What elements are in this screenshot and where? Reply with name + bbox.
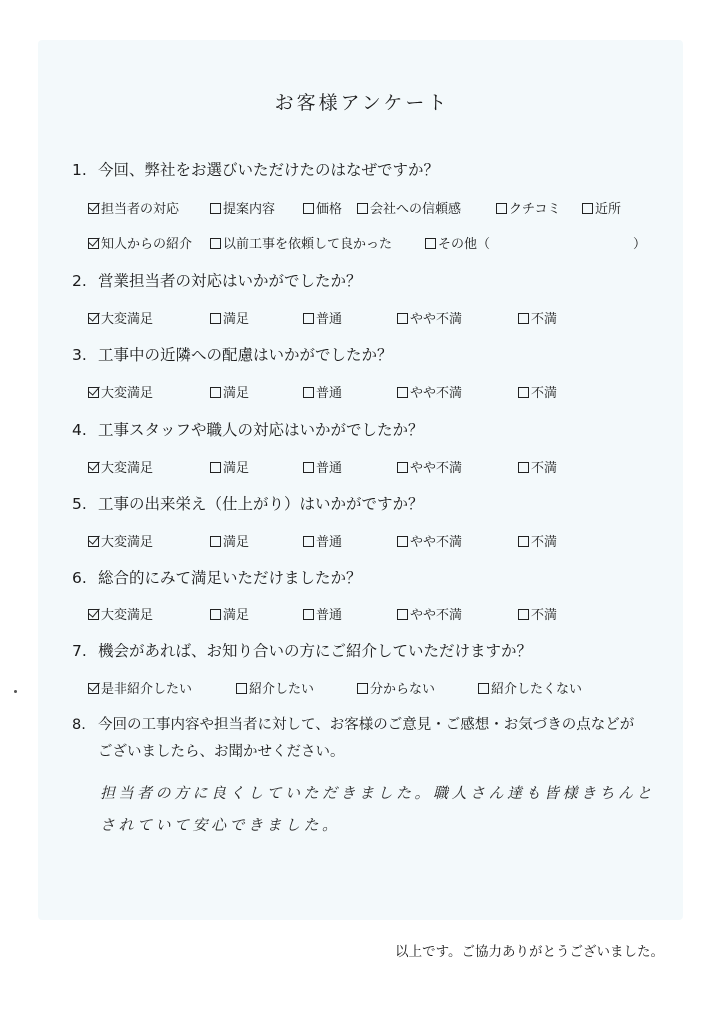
q4-option-1[interactable]: 大変満足 (88, 457, 153, 476)
q6-option-1[interactable]: 大変満足 (88, 604, 153, 623)
question-number: 7. (72, 642, 87, 660)
closing-message: 以上です。ご協力ありがとうございました。 (395, 944, 664, 960)
checkbox-checked[interactable] (88, 462, 99, 473)
question-3 (72, 343, 393, 365)
question-5 (72, 492, 424, 514)
checkbox[interactable] (303, 313, 314, 324)
q4-option-4[interactable]: やや不満 (397, 457, 462, 476)
page-title: お客様アンケート (274, 92, 450, 114)
question-8 (72, 713, 634, 734)
q2-option-5[interactable]: 不満 (518, 308, 557, 327)
checkbox[interactable] (303, 203, 314, 214)
checkbox[interactable] (303, 609, 314, 620)
checkbox[interactable] (518, 536, 529, 547)
q3-option-5[interactable]: 不満 (518, 382, 557, 401)
q5-option-5[interactable]: 不満 (518, 531, 557, 550)
checkbox[interactable] (210, 387, 221, 398)
checkbox[interactable] (210, 238, 221, 249)
question-text: 今回、弊社をお選びいただけたのはなぜですか？ (98, 161, 440, 179)
q1-option-7[interactable]: 知人からの紹介 (88, 233, 192, 252)
q6-option-4[interactable]: やや不満 (397, 604, 462, 623)
q3-option-4[interactable]: やや不満 (397, 382, 462, 401)
q2-option-1[interactable]: 大変満足 (88, 308, 153, 327)
q1-option-1[interactable]: 担当者の対応 (88, 198, 179, 217)
q5-option-2[interactable]: 満足 (210, 531, 249, 550)
checkbox[interactable] (210, 203, 221, 214)
checkbox[interactable] (397, 313, 408, 324)
q3-option-2[interactable]: 満足 (210, 382, 249, 401)
q2-option-4[interactable]: やや不満 (397, 308, 462, 327)
question-2 (72, 269, 362, 291)
checkbox-checked[interactable] (88, 313, 99, 324)
checkbox-checked[interactable] (88, 203, 99, 214)
checkbox[interactable] (397, 462, 408, 473)
question-8-line-2: ございましたら、お聞かせください。 (98, 744, 345, 760)
checkbox-checked[interactable] (88, 683, 99, 694)
q2-option-3[interactable]: 普通 (303, 308, 342, 327)
q3-option-3[interactable]: 普通 (303, 382, 342, 401)
question-text: 営業担当者の対応はいかがでしたか？ (98, 272, 362, 290)
other-close-paren: ） (633, 237, 647, 252)
checkbox[interactable] (425, 238, 436, 249)
checkbox[interactable] (303, 387, 314, 398)
question-6 (72, 566, 362, 588)
checkbox[interactable] (518, 462, 529, 473)
q7-option-4[interactable]: 紹介したくない (478, 678, 582, 697)
checkbox[interactable] (210, 313, 221, 324)
checkbox[interactable] (210, 536, 221, 547)
question-number: 2. (72, 272, 87, 290)
checkbox[interactable] (518, 387, 529, 398)
q4-option-5[interactable]: 不満 (518, 457, 557, 476)
scan-speck (14, 690, 17, 693)
checkbox-checked[interactable] (88, 238, 99, 249)
question-number: 5. (72, 495, 87, 513)
handwritten-comment-line-2: されていて安心できました。 (100, 816, 341, 834)
question-number: 8. (72, 717, 86, 733)
q4-option-2[interactable]: 満足 (210, 457, 249, 476)
checkbox-checked[interactable] (88, 387, 99, 398)
q6-option-5[interactable]: 不満 (518, 604, 557, 623)
question-text: 工事スタッフや職人の対応はいかがでしたか？ (98, 421, 424, 439)
q1-option-4[interactable]: 会社への信頼感 (357, 198, 461, 217)
q6-option-3[interactable]: 普通 (303, 604, 342, 623)
q3-option-1[interactable]: 大変満足 (88, 382, 153, 401)
question-text: 総合的にみて満足いただけましたか？ (98, 569, 362, 587)
checkbox[interactable] (303, 462, 314, 473)
question-text: 機会があれば、お知り合いの方にご紹介していただけますか？ (98, 642, 533, 660)
q1-option-3[interactable]: 価格 (303, 198, 342, 217)
checkbox[interactable] (518, 609, 529, 620)
checkbox[interactable] (496, 203, 507, 214)
checkbox[interactable] (303, 536, 314, 547)
q2-option-2[interactable]: 満足 (210, 308, 249, 327)
question-number: 1. (72, 161, 87, 179)
checkbox[interactable] (397, 387, 408, 398)
question-text: 今回の工事内容や担当者に対して、お客様のご意見・ご感想・お気づきの点などが (98, 717, 635, 733)
checkbox[interactable] (210, 462, 221, 473)
q5-option-4[interactable]: やや不満 (397, 531, 462, 550)
question-text: 工事の出来栄え（仕上がり）はいかがですか？ (98, 495, 424, 513)
checkbox[interactable] (357, 683, 368, 694)
question-number: 3. (72, 346, 87, 364)
checkbox[interactable] (478, 683, 489, 694)
q1-option-5[interactable]: クチコミ (496, 198, 560, 217)
checkbox[interactable] (397, 609, 408, 620)
question-4 (72, 418, 424, 440)
checkbox[interactable] (357, 203, 368, 214)
q6-option-2[interactable]: 満足 (210, 604, 249, 623)
q1-option-8[interactable]: 以前工事を依頼して良かった (210, 233, 392, 252)
checkbox-checked[interactable] (88, 536, 99, 547)
q1-option-6[interactable]: 近所 (582, 198, 621, 217)
question-number: 4. (72, 421, 87, 439)
checkbox-checked[interactable] (88, 609, 99, 620)
question-number: 6. (72, 569, 87, 587)
question-7 (72, 639, 532, 661)
question-text: 工事中の近隣への配慮はいかがでしたか？ (98, 346, 393, 364)
q1-option-2[interactable]: 提案内容 (210, 198, 275, 217)
checkbox[interactable] (236, 683, 247, 694)
q1-option-other[interactable]: その他（ (425, 233, 490, 252)
q5-option-1[interactable]: 大変満足 (88, 531, 153, 550)
q7-option-1[interactable]: 是非紹介したい (88, 678, 192, 697)
checkbox[interactable] (582, 203, 593, 214)
handwritten-comment-line-1: 担当者の方に良くしていただきました。職人さん達も皆様きちんと (100, 784, 656, 802)
q5-option-3[interactable]: 普通 (303, 531, 342, 550)
question-1 (72, 158, 439, 180)
q7-option-2[interactable]: 紹介したい (236, 678, 314, 697)
q7-option-3[interactable]: 分からない (357, 678, 435, 697)
checkbox[interactable] (397, 536, 408, 547)
checkbox[interactable] (210, 609, 221, 620)
checkbox[interactable] (518, 313, 529, 324)
q4-option-3[interactable]: 普通 (303, 457, 342, 476)
